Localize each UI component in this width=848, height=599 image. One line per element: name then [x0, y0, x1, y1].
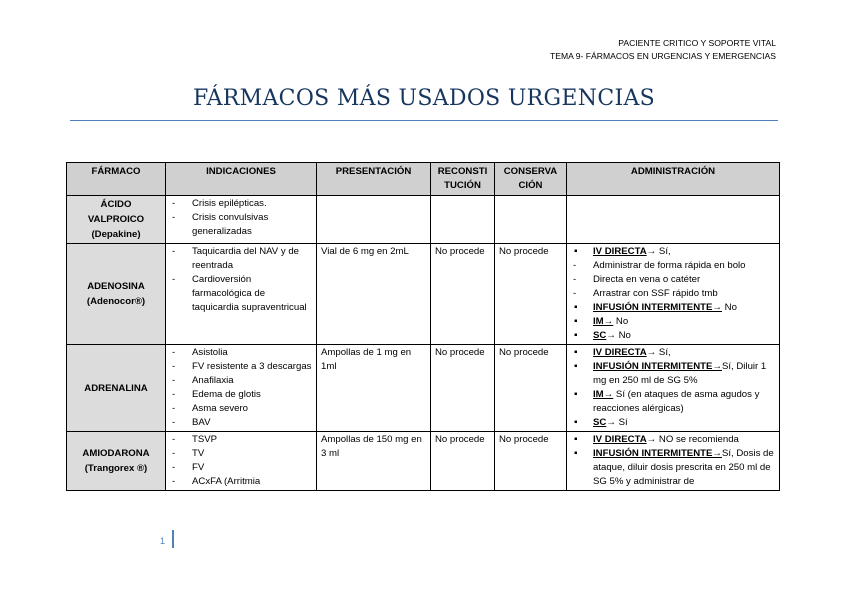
presentation-cell: Ampollas de 150 mg en 3 ml: [317, 432, 431, 491]
reconstitution-cell: [431, 196, 495, 244]
table-row: [67, 244, 780, 345]
route-detail: → Sí,: [646, 246, 671, 257]
col-header-reconstitution: RECONSTI TUCIÓN: [431, 163, 495, 196]
page-number: 1: [160, 536, 166, 546]
administration-cell: [567, 432, 780, 491]
conservation-cell: [495, 196, 567, 244]
drug-name-cell: [67, 345, 166, 432]
page-number-bar: [172, 530, 174, 548]
header-topic: TEMA 9- FÁRMACOS EN URGENCIAS Y EMERGENCIAS: [549, 51, 776, 61]
indication-item: - BAV: [170, 416, 312, 430]
administration-item: [571, 315, 775, 329]
route-detail: → Sí,: [646, 347, 671, 358]
drug-name-cell: [67, 432, 166, 491]
title-underline: [70, 120, 778, 121]
drug-name-line: (Adenocor®): [86, 296, 146, 307]
col-header-indications: INDICACIONES: [166, 163, 317, 196]
indications-list: [170, 197, 312, 239]
col-header-drug: FÁRMACO: [67, 163, 166, 196]
route-detail: Sí (en ataques de asma agudos y reacciones alérgicas): [593, 389, 760, 414]
conservation-cell: No procede: [495, 244, 567, 345]
route-detail: → NO se recomienda: [646, 434, 739, 445]
page-title: FÁRMACOS MÁS USADOS URGENCIAS: [192, 86, 656, 111]
route-label: IV DIRECTA: [593, 434, 647, 445]
route-label: SC: [593, 330, 607, 341]
indication-item: - Crisis convulsivas generalizadas: [170, 211, 312, 239]
presentation-cell: [317, 196, 431, 244]
presentation-cell: Vial de 6 mg en 2mL: [317, 244, 431, 345]
route-detail: Sí, Dosis de ataque, diluir dosis prescrita en 250 ml de SG 5% y administrar de: [593, 448, 774, 487]
drug-name-cell: [67, 196, 166, 244]
route-label: IM→: [593, 316, 614, 327]
route-detail: Arrastrar con SSF rápido tmb: [593, 288, 718, 299]
table-row: [67, 196, 780, 244]
route-detail: No: [721, 302, 737, 313]
route-label: INFUSIÓN INTERMITENTE→: [593, 448, 722, 459]
drug-name-line: ADENOSINA: [87, 281, 145, 292]
running-header: [550, 37, 776, 63]
drug-table: [66, 162, 780, 491]
drug-name-cell: [67, 244, 166, 345]
administration-item: [571, 259, 775, 273]
administration-cell: [567, 345, 780, 432]
indication-item: - FV: [170, 461, 312, 475]
indications-list: [170, 433, 312, 489]
route-detail: → No: [606, 330, 631, 341]
administration-cell: [567, 196, 780, 244]
drug-name-line: AMIODARONA: [82, 448, 150, 459]
indication-item: - FV resistente a 3 descargas: [170, 360, 312, 374]
table-header-row: [67, 163, 780, 196]
drug-name-line: ADRENALINA: [84, 382, 148, 394]
drug-name-line: ÁCIDO: [100, 199, 132, 210]
drug-name-line: VALPROICO: [87, 214, 145, 225]
indication-item: - ACxFA (Arritmia: [170, 475, 312, 489]
col-header-presentation: PRESENTACIÓN: [317, 163, 431, 196]
reconstitution-cell: No procede: [431, 432, 495, 491]
administration-item: [571, 346, 775, 360]
administration-item: [571, 245, 775, 259]
indication-item: - Asistolia: [170, 346, 312, 360]
indication-item: - Crisis epilépticas.: [170, 197, 312, 211]
administration-list: [571, 346, 775, 430]
route-detail: Directa en vena o catéter: [593, 274, 701, 285]
route-detail: → Sí: [606, 417, 628, 428]
table-row: [67, 432, 780, 491]
administration-item: [571, 388, 775, 416]
drug-name-line: (Depakine): [91, 229, 141, 240]
indications-list: [170, 245, 312, 315]
administration-cell: [567, 244, 780, 345]
administration-item: [571, 416, 775, 430]
reconstitution-cell: No procede: [431, 345, 495, 432]
route-label: IV DIRECTA: [593, 246, 647, 257]
route-detail: Sí, Diluir 1 mg en 250 ml de SG 5%: [593, 361, 767, 386]
col-header-conservation: CONSERVA CIÓN: [495, 163, 567, 196]
header-course: PACIENTE CRITICO Y SOPORTE VITAL: [618, 38, 776, 48]
col-header-administration: ADMINISTRACIÓN: [567, 163, 780, 196]
route-label: SC: [593, 417, 607, 428]
administration-list: [571, 245, 775, 343]
indication-item: - Taquicardia del NAV y de reentrada: [170, 245, 312, 273]
administration-item: [571, 433, 775, 447]
indications-cell: [166, 196, 317, 244]
table-row: [67, 345, 780, 432]
route-detail: No: [613, 316, 629, 327]
indications-list: [170, 346, 312, 430]
route-detail: Administrar de forma rápida en bolo: [593, 260, 746, 271]
conservation-cell: No procede: [495, 345, 567, 432]
route-label: IV DIRECTA: [593, 347, 647, 358]
administration-item: [571, 329, 775, 343]
route-label: IM→: [593, 389, 614, 400]
indications-cell: [166, 244, 317, 345]
reconstitution-cell: No procede: [431, 244, 495, 345]
route-label: INFUSIÓN INTERMITENTE→: [593, 302, 722, 313]
indication-item: - TSVP: [170, 433, 312, 447]
indication-item: - Anafilaxia: [170, 374, 312, 388]
drug-name-line: (Trangorex ®): [84, 463, 148, 474]
indications-cell: [166, 345, 317, 432]
administration-item: [571, 360, 775, 388]
administration-item: [571, 287, 775, 301]
administration-list: [571, 433, 775, 489]
conservation-cell: No procede: [495, 432, 567, 491]
indication-item: - TV: [170, 447, 312, 461]
administration-item: [571, 273, 775, 287]
indication-item: - Edema de glotis: [170, 388, 312, 402]
indication-item: - Asma severo: [170, 402, 312, 416]
administration-item: [571, 301, 775, 315]
presentation-cell: Ampollas de 1 mg en 1ml: [317, 345, 431, 432]
indication-item: - Cardioversión farmacológica de taquicardia supraventricual: [170, 273, 312, 315]
administration-item: [571, 447, 775, 489]
route-label: INFUSIÓN INTERMITENTE→: [593, 361, 722, 372]
indications-cell: [166, 432, 317, 491]
